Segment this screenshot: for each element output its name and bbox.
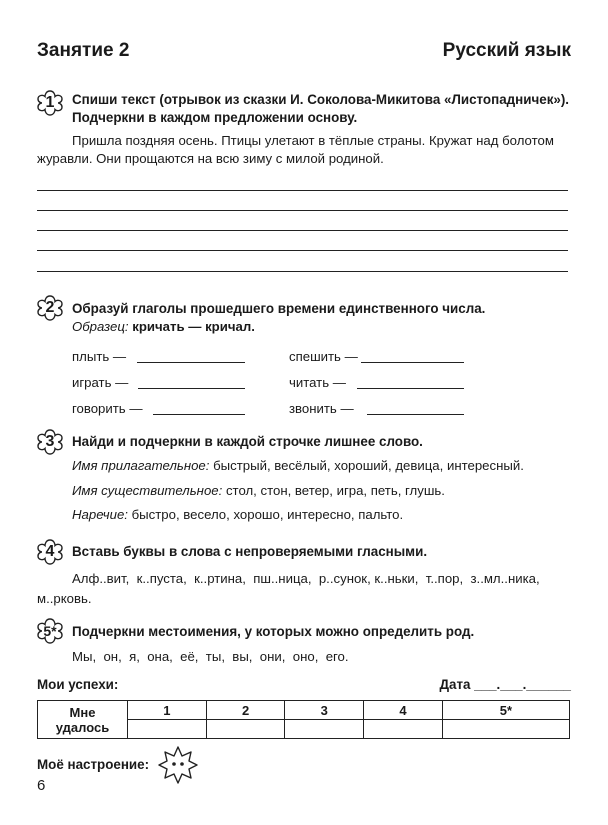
- task-4-line1: Алф..вит, к..пуста, к..ртина, пш..ница, р..сунок, к..ньки, т..пор, з..мл..ника,: [72, 571, 540, 586]
- row-label-line-1: Мне: [69, 704, 96, 720]
- writing-line-4: [37, 250, 568, 251]
- verb-row-1-left: [72, 348, 126, 365]
- subject-title: Русский язык: [442, 40, 571, 61]
- verb-word: спешить: [289, 349, 341, 364]
- dash: —: [129, 401, 143, 416]
- answer-blank[interactable]: [138, 376, 245, 389]
- task-5-instruction: Подчеркни местоимения, у которых можно определить род.: [72, 624, 475, 639]
- col-header-4: 4: [364, 701, 443, 720]
- score-cell-1[interactable]: [128, 720, 207, 739]
- answer-blank[interactable]: [153, 402, 245, 415]
- task-4-number: 4: [45, 543, 55, 560]
- answer-blank[interactable]: [361, 350, 464, 363]
- lesson-title: Занятие 2: [37, 40, 130, 61]
- row-words: стол, стон, ветер, игра, петь, глушь.: [225, 483, 445, 498]
- progress-row-label: [38, 701, 128, 739]
- score-cell-3[interactable]: [285, 720, 364, 739]
- task-1-flower-icon: [35, 88, 65, 118]
- task-1-text-line2: журавли. Они прощаются на всю зиму с милой родиной.: [37, 151, 384, 166]
- score-cell-4[interactable]: [364, 720, 443, 739]
- writing-line-2: [37, 210, 568, 211]
- task-2-sample: [72, 318, 255, 335]
- writing-line-5: [37, 271, 568, 272]
- task-3-number: 3: [45, 433, 55, 450]
- verb-row-2-right: [289, 374, 346, 391]
- task-3-row-3: [72, 506, 403, 523]
- date-label: Дата ___.___.______: [439, 677, 571, 692]
- row-words: быстрый, весёлый, хороший, девица, интересный.: [213, 458, 524, 473]
- writing-line-1: [37, 190, 568, 191]
- task-4-line2: м..рковь.: [37, 591, 92, 606]
- answer-blank[interactable]: [137, 350, 245, 363]
- row-label-line-2: удалось: [55, 719, 110, 735]
- task-3-flower-icon: [35, 427, 65, 457]
- verb-word: звонить: [289, 401, 337, 416]
- verb-row-1-right: [289, 348, 358, 365]
- verb-word: говорить: [72, 401, 126, 416]
- score-cell-2[interactable]: [206, 720, 285, 739]
- row-label: Имя прилагательное:: [72, 458, 210, 473]
- task-4-instruction: Вставь буквы в слова с непроверяемыми гласными.: [72, 544, 428, 559]
- task-1-instruction-line2: Подчеркни в каждом предложении основу.: [72, 110, 358, 125]
- dash: —: [115, 375, 129, 390]
- verb-row-2-left: [72, 374, 128, 391]
- task-5-flower-icon: [35, 616, 65, 646]
- verb-row-3-right: [289, 400, 354, 417]
- task-2-flower-icon: [35, 293, 65, 323]
- col-header-3: 3: [285, 701, 364, 720]
- task-1-instruction-line1: Спиши текст (отрывок из сказки И. Соколова-Микитова «Листопадничек»).: [72, 92, 570, 107]
- task-1-text-line1: Пришла поздняя осень. Птицы улетают в тёплые страны. Кружат над болотом: [72, 133, 554, 148]
- task-3-row-1: [72, 457, 524, 474]
- verb-word: играть: [72, 375, 112, 390]
- successes-label: Мои успехи:: [37, 677, 119, 692]
- verb-word: читать: [289, 375, 330, 390]
- sample-label: Образец:: [72, 319, 129, 334]
- task-3-instruction: Найди и подчеркни в каждой строчке лишнее слово.: [72, 434, 423, 449]
- task-1-number: 1: [45, 94, 55, 111]
- answer-blank[interactable]: [357, 376, 464, 389]
- col-header-2: 2: [206, 701, 285, 720]
- row-words: быстро, весело, хорошо, интересно, пальто.: [131, 507, 404, 522]
- verb-word: плыть: [72, 349, 110, 364]
- dash: —: [112, 349, 127, 364]
- row-label: Наречие:: [72, 507, 128, 522]
- task-2-number: 2: [45, 299, 55, 316]
- col-header-1: 1: [128, 701, 207, 720]
- task-5-number: 5*: [43, 623, 57, 639]
- dash: —: [332, 375, 346, 390]
- page-number: 6: [37, 777, 46, 794]
- dash: —: [344, 349, 358, 364]
- mood-star-icon[interactable]: [158, 745, 198, 785]
- row-label: Имя существительное:: [72, 483, 223, 498]
- col-header-5: 5*: [442, 701, 569, 720]
- dash: —: [340, 401, 354, 416]
- mood-label: Моё настроение:: [37, 757, 150, 772]
- writing-line-3: [37, 230, 568, 231]
- task-5-words: Мы, он, я, она, её, ты, вы, они, оно, его.: [72, 649, 349, 664]
- progress-table: [37, 700, 570, 739]
- score-cell-5[interactable]: [442, 720, 569, 739]
- answer-blank[interactable]: [367, 402, 464, 415]
- task-2-instruction: Образуй глаголы прошедшего времени единственного числа.: [72, 301, 486, 316]
- sample-text: кричать — кричал.: [132, 319, 255, 334]
- task-3-row-2: [72, 482, 445, 499]
- verb-row-3-left: [72, 400, 143, 417]
- task-4-flower-icon: [35, 537, 65, 567]
